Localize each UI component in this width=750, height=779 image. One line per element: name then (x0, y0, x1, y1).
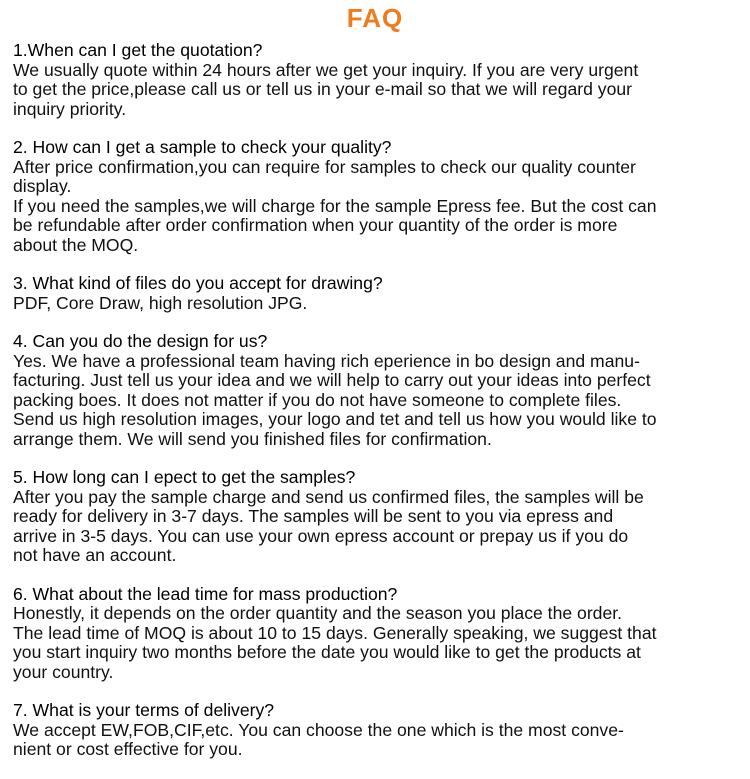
faq-answer-2: After price confirmation,you can require for samples to check our quality counter display. If you need the samples,we will charge for the sample Epress fee. But the cost can be refundable after order confirmation when your quantity of the order is more about the MOQ. (13, 156, 657, 255)
faq-question-1: 1.When can I get the quotation? (13, 40, 263, 60)
faq-question-2: 2. How can I get a sample to check your quality? (13, 137, 392, 157)
faq-answer-4: Yes. We have a professional team having rich eperience in bo design and manu- facturing. Just tell us your idea and we will help to carry out your ideas into perfect packing boes. It does not matter if you do not have someone to complete files. Send us high resolution images, your logo and tet and tell us how you would like to arrange them. We will send you finished files for confirmation. (13, 350, 657, 449)
faq-item-4 (13, 332, 741, 449)
faq-list (13, 41, 741, 779)
faq-question-4: 4. Can you do the design for us? (13, 331, 268, 351)
faq-item-3 (13, 274, 741, 313)
faq-question-7: 7. What is your terms of delivery? (13, 700, 275, 720)
faq-item-2 (13, 138, 741, 255)
faq-question-5: 5. How long can I epect to get the samples? (13, 467, 356, 487)
faq-item-7 (13, 701, 741, 760)
faq-item-5 (13, 468, 741, 566)
faq-answer-6: Honestly, it depends on the order quantity and the season you place the order. The lead time of MOQ is about 10 to 15 days. Generally speaking, we suggest that you start inquiry two months before the date you would like to get the products at your country. (13, 603, 657, 682)
faq-question-3: 3. What kind of files do you accept for drawing? (13, 273, 383, 293)
faq-answer-7: We accept EW,FOB,CIF,etc. You can choose the one which is the most conve- nient or cost effective for you. (13, 719, 624, 759)
page-title: FAQ (346, 3, 404, 33)
faq-question-6: 6. What about the lead time for mass production? (13, 583, 398, 604)
faq-answer-1: We usually quote within 24 hours after we get your inquiry. If you are very urgent to get the price,please call us or tell us in your e-mail so that we will regard your inquiry priority. (13, 59, 639, 119)
faq-item-6 (13, 585, 741, 683)
faq-item-1 (13, 41, 741, 119)
faq-answer-5: After you pay the sample charge and send us confirmed files, the samples will be ready for delivery in 3-7 days. The samples will be sent to you via epress and arrive in 3-5 days. You can use your own epress account or prepay us if you do not have an account. (13, 486, 644, 565)
faq-answer-3: PDF, Core Draw, high resolution JPG. (13, 292, 308, 313)
